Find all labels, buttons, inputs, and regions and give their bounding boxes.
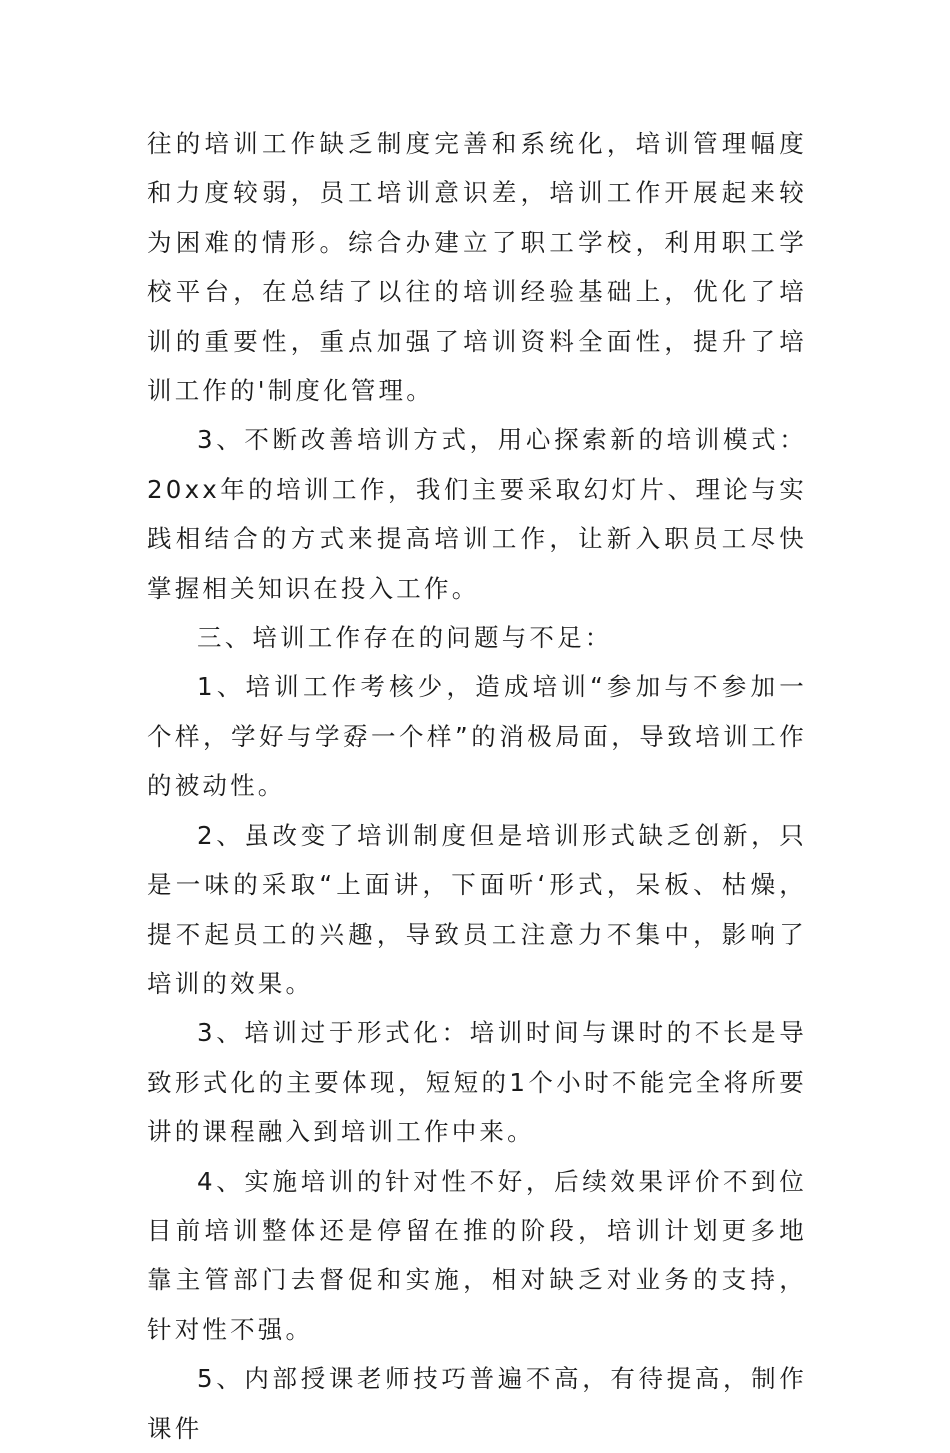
paragraph-intro-continuation: 往的培训工作缺乏制度完善和系统化，培训管理幅度和力度较弱，员工培训意识差，培训工作开展起来较为困难的情形。综合办建立了职工学校，利用职工学校平台，在总结了以往的培训经验基础上，优化了培训的重要性，重点加强了培训资料全面性，提升了培训工作的'制度化管理。 [147,129,807,406]
document-page [147,119,807,1453]
section-heading-problems: 三、培训工作存在的问题与不足： [197,623,613,653]
paragraph-problem-3: 3、培训过于形式化：培训时间与课时的不长是导致形式化的主要体现，短短的1个小时不能完全将所要讲的课程融入到培训工作中来。 [147,1018,807,1147]
paragraph-problem-2: 2、虽改变了培训制度但是培训形式缺乏创新，只是一味的采取“上面讲，下面听‘形式，呆板、枯燥，提不起员工的兴趣，导致员工注意力不集中，影响了培训的效果。 [147,820,807,998]
paragraph-problem-4: 4、实施培训的针对性不好，后续效果评价不到位目前培训整体还是停留在推的阶段，培训计划更多地靠主管部门去督促和实施，相对缺乏对业务的支持，针对性不强。 [147,1166,807,1344]
paragraph-problem-5: 5、内部授课老师技巧普遍不高，有待提高，制作课件 [147,1364,807,1443]
paragraph-problem-1: 1、培训工作考核少，造成培训“参加与不参加一个样，学好与学孬一个样”的消极局面，导致培训工作的被动性。 [147,672,807,801]
paragraph-item-3-training-methods: 3、不断改善培训方式，用心探索新的培训模式：20xx年的培训工作，我们主要采取幻灯片、理论与实践相结合的方式来提高培训工作，让新入职员工尽快掌握相关知识在投入工作。 [147,425,807,603]
